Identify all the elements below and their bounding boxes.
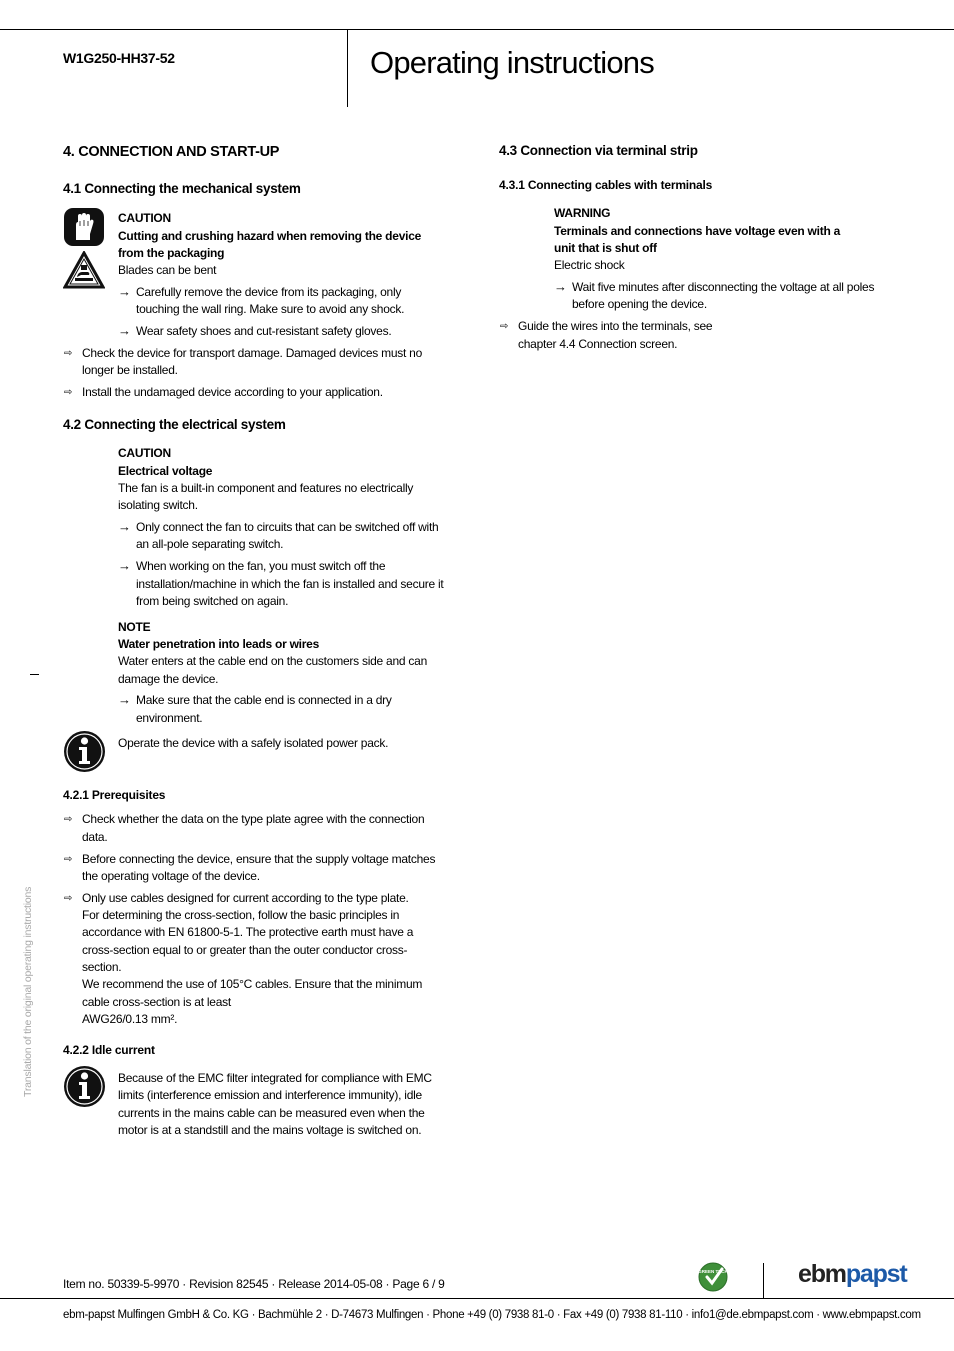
s421-bullet-1-line-2: data. (82, 830, 108, 844)
fold-mark (30, 674, 39, 675)
s41-bullet-1-line-1: Check the device for transport damage. Damaged devices must no (82, 346, 423, 360)
page-title: Operating instructions (370, 45, 654, 80)
s41-action-1-line-1: Carefully remove the device from its packaging, only (136, 285, 402, 299)
s42-caution-text-1: The fan is a built-in component and features no electrically (118, 481, 414, 495)
s421-title: 4.2.1 Prerequisites (63, 788, 166, 802)
bullet-icon: ⇨ (64, 893, 73, 904)
s41-action-2-line-1: Wear safety shoes and cut-resistant safety gloves. (136, 324, 392, 338)
s42-action-1-line-2: an all-pole separating switch. (136, 537, 284, 551)
s42-action-2-line-3: from being switched on again. (136, 594, 289, 608)
greentech-icon (698, 1262, 728, 1292)
s422-title: 4.2.2 Idle current (63, 1043, 155, 1057)
bullet-icon: ⇨ (500, 321, 509, 332)
s42-info-text: Operate the device with a safely isolated power pack. (118, 736, 389, 750)
arrow-icon: → (118, 323, 131, 338)
s41-caution-label: CAUTION (118, 211, 171, 225)
s42-caution-text-2: isolating switch. (118, 498, 198, 512)
bullet-icon: ⇨ (64, 854, 73, 865)
s421-bullet-3-line-4: cross-section equal to or greater than the outer conductor cross- (82, 943, 408, 957)
s42-action-1-line-1: Only connect the fan to circuits that can be switched off with (136, 520, 439, 534)
logo-ebm: ebm (798, 1260, 846, 1288)
footer-item-line: Item no. 50339-5-9970 · Revision 82545 · Release 2014-05-08 · Page 6 / 9 (63, 1277, 445, 1291)
logo-papst: papst (845, 1260, 907, 1288)
side-translation-note: Translation of the original operating instructions (22, 886, 34, 1097)
s41-title: 4.1 Connecting the mechanical system (63, 181, 301, 196)
s421-bullet-2-line-2: the operating voltage of the device. (82, 869, 260, 883)
s42-caution-label: CAUTION (118, 446, 171, 460)
s43-warning-label: WARNING (554, 206, 611, 220)
s41-bullet-2-line-1: Install the undamaged device according to your application. (82, 385, 383, 399)
s43-bullet-line-1: Guide the wires into the terminals, see (518, 319, 713, 333)
s41-caution-heading-1: Cutting and crushing hazard when removing the device (118, 229, 422, 243)
arrow-icon: → (554, 279, 567, 294)
s42-title: 4.2 Connecting the electrical system (63, 417, 286, 432)
s421-bullet-3-line-5: section. (82, 960, 122, 974)
s42-caution-heading: Electrical voltage (118, 464, 213, 478)
s42-note-action-line-2: environment. (136, 711, 203, 725)
s42-note-text-2: damage the device. (118, 672, 219, 686)
header-rule-top (0, 29, 954, 30)
footer-rule (0, 1298, 954, 1299)
s42-action-2-line-1: When working on the fan, you must switch off the (136, 559, 386, 573)
s41-action-1-line-2: touching the wall ring. Make sure to avoid any shock. (136, 302, 405, 316)
s431-title: 4.3.1 Connecting cables with terminals (499, 178, 713, 192)
s421-bullet-3-line-3: accordance with EN 61800-5-1. The protective earth must have a (82, 925, 414, 939)
s421-bullet-3-line-6: We recommend the use of 105°C cables. Ensure that the minimum (82, 977, 423, 991)
bullet-icon: ⇨ (64, 814, 73, 825)
s43-warning-heading-2: unit that is shut off (554, 241, 657, 255)
s41-caution-heading-2: from the packaging (118, 246, 225, 260)
glove-icon (63, 207, 105, 247)
s43-title: 4.3 Connection via terminal strip (499, 143, 698, 158)
s43-warning-text: Electric shock (554, 258, 625, 272)
model-number: W1G250-HH37-52 (63, 50, 175, 66)
arrow-icon: → (118, 519, 131, 534)
s422-info-line-2: limits (interference emission and interference immunity), idle (118, 1088, 422, 1102)
crush-warning-icon (63, 251, 105, 289)
section-title: 4. CONNECTION AND START-UP (63, 144, 280, 160)
arrow-icon: → (118, 284, 131, 299)
s421-bullet-3-line-7: cable cross-section is at least (82, 995, 231, 1009)
s421-bullet-2-line-1: Before connecting the device, ensure that the supply voltage matches (82, 852, 436, 866)
bullet-icon: ⇨ (64, 348, 73, 359)
footer-company-line: ebm-papst Mulfingen GmbH & Co. KG · Bachmühle 2 · D-74673 Mulfingen · Phone +49 (0) 7938 81-0 · Fax +49 (0) 7938 81-110 · info1@de.ebmpapst.com · www.ebmpapst.com (63, 1309, 921, 1321)
s422-info-line-1: Because of the EMC filter integrated for compliance with EMC (118, 1071, 432, 1085)
s421-bullet-3-line-1: Only use cables designed for current according to the type plate. (82, 891, 409, 905)
s42-note-label: NOTE (118, 620, 151, 634)
s42-note-action-line-1: Make sure that the cable end is connected in a dry (136, 693, 392, 707)
info-icon (63, 1065, 106, 1108)
footer-divider (763, 1263, 764, 1299)
s43-action-line-2: before opening the device. (572, 297, 707, 311)
s43-bullet-line-2: chapter 4.4 Connection screen. (518, 337, 678, 351)
s42-action-2-line-2: installation/machine in which the fan is installed and secure it (136, 577, 444, 591)
s41-bullet-1-line-2: longer be installed. (82, 363, 178, 377)
s43-warning-heading-1: Terminals and connections have voltage even with a (554, 224, 841, 238)
s42-note-heading: Water penetration into leads or wires (118, 637, 320, 651)
bullet-icon: ⇨ (64, 387, 73, 398)
s422-info-line-4: motor is at a standstill and the mains voltage is switched on. (118, 1123, 422, 1137)
greentech-label: GREEN TECH (698, 1269, 728, 1274)
s421-bullet-1-line-1: Check whether the data on the type plate agree with the connection (82, 812, 425, 826)
header-divider (347, 29, 348, 107)
arrow-icon: → (118, 692, 131, 707)
s421-bullet-3-line-2: For determining the cross-section, follow the basic principles in (82, 908, 400, 922)
s43-action-line-1: Wait five minutes after disconnecting the voltage at all poles (572, 280, 875, 294)
s42-note-text-1: Water enters at the cable end on the customers side and can (118, 654, 427, 668)
ebmpapst-logo (798, 1260, 907, 1289)
s422-info-line-3: currents in the mains cable can be measured even when the (118, 1106, 425, 1120)
info-icon (63, 730, 106, 773)
arrow-icon: → (118, 558, 131, 573)
s421-bullet-3-line-8: AWG26/0.13 mm². (82, 1012, 178, 1026)
s41-caution-text: Blades can be bent (118, 263, 217, 277)
